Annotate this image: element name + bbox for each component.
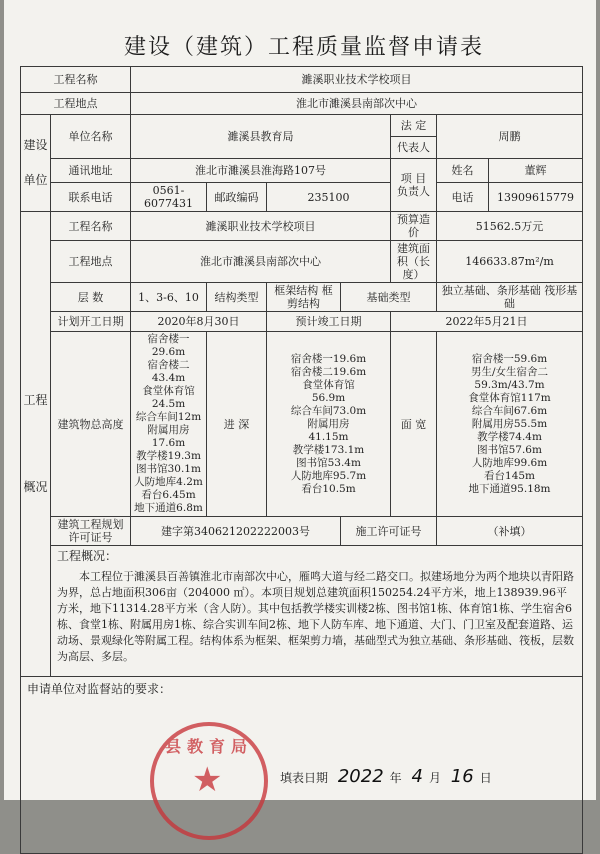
depths-list [269,353,388,496]
depth-entry: 图书馆53.4m [296,456,361,469]
overview-text: 本工程位于濉溪县百善镇淮北市南部次中心，雁鸣大道与经二路交口。拟建场地分为两个地块以青阳路为界，总占地面积306亩（204000 ㎡）。本项目规划总建筑面积150254.24平方米，地上138939.96平方米，地下11314.28平方米（含人防）。其中包括教学楼实训楼2栋、图书馆1栋、体育馆1栋、学生宿舍6栋、食堂1栋、附属用房1栋、综合实训车间2栋、地下人防车库、地下通道、大门、门卫室及配套道路、运动场、景观绿化等附属工程。结构体系为框架、框架剪力墙，基础型式为独立基础、条形基础、筏板，层数为高层、多层。 [57,570,574,663]
postcode-value: 235100 [267,183,391,212]
end-date-label: 预计竣工日期 [267,312,391,332]
manager-label [391,159,437,212]
postcode-label: 邮政编码 [207,183,267,212]
height-label: 建筑物总高度 [51,332,131,517]
depth-entry: 宿舍楼二19.6m [290,365,367,378]
depth-entry: 宿舍楼一19.6m [290,352,367,365]
width-entry: 综合车间67.6m [471,404,548,417]
budget-label: 预算造价 [391,212,437,241]
seal-star-icon: ★ [192,760,223,800]
end-date-value: 2022年5月21日 [391,312,583,332]
height-entry: 图书馆30.1m [136,463,201,475]
date-month-suffix: 月 [428,771,441,785]
proj-name-label: 工程名称 [51,212,131,241]
unit-name-value: 濉溪县教育局 [131,115,391,159]
height-entry: 食堂体育馆 [142,385,195,397]
mobile-value: 13909615779 [489,183,583,212]
width-entry: 男生/女生宿舍二 [471,365,549,378]
depth-entry: 人防地库95.7m [290,469,367,482]
project-section-label [21,212,51,677]
height-entry: 教学楼19.3m [136,450,201,462]
unit-name-label: 单位名称 [51,115,131,159]
depth-entry: 看台10.5m [301,482,356,495]
manager-name-value: 董辉 [489,159,583,183]
width-label: 面 宽 [391,332,437,517]
proj-name-value: 濉溪职业技术学校项目 [131,212,391,241]
legal-rep-label-2: 代表人 [391,137,437,159]
area-value: 146633.87m²/m [437,241,583,283]
seal-text: 县教育局 [164,737,253,756]
fill-date [280,766,492,787]
request-cell [21,677,583,854]
project-label-line2: 概况 [23,480,48,494]
height-entry: 综合车间12m [135,411,202,423]
date-year-suffix: 年 [389,771,402,785]
date-day-suffix: 日 [479,771,492,785]
height-entry: 看台6.45m [141,489,196,501]
legal-rep-value: 周鹏 [437,115,583,159]
start-date-label: 计划开工日期 [51,312,131,332]
depth-entry: 附属用房 [307,417,350,430]
project-label-line1: 工程 [23,393,48,407]
builder-label-line2: 单位 [23,173,48,187]
supervision-application-form [20,66,583,854]
floors-value: 1、3-6、10 [131,283,207,312]
height-entry: 附属用房17.6m [147,424,190,449]
address-value: 淮北市濉溪县淮海路107号 [131,159,391,183]
manager-label-line2: 负责人 [397,185,430,198]
manager-name-label: 姓名 [437,159,489,183]
plan-permit-value: 建字第340621202222003号 [131,517,341,546]
request-label: 申请单位对监督站的要求： [27,682,172,696]
depth-entry: 41.15m [308,430,349,443]
width-entry: 地下通道95.18m [468,482,551,495]
depths-cell [267,332,391,517]
date-month: 4 [411,766,423,787]
official-seal [150,722,268,840]
heights-cell [131,332,207,517]
manager-label-line1: 项 目 [400,172,427,185]
width-entry: 59.3m/43.7m [474,378,545,391]
project-name-value: 濉溪职业技术学校项目 [131,67,583,93]
height-entry: 宿舍楼一29.6m [147,333,190,358]
start-date-value: 2020年8月30日 [131,312,267,332]
proj-location-label: 工程地点 [51,241,131,283]
foundation-value: 独立基础、条形基础 筏形基础 [437,283,583,312]
project-location-value: 淮北市濉溪县南部次中心 [131,93,583,115]
date-label: 填表日期 [280,771,329,785]
height-entry: 24.5m [151,398,186,410]
construction-permit-label: 施工许可证号 [341,517,437,546]
builder-label-line1: 建设 [23,138,48,152]
width-entry: 宿舍楼一59.6m [471,352,548,365]
width-entry: 附属用房55.5m [471,417,548,430]
budget-value: 51562.5万元 [437,212,583,241]
overview-cell [51,546,583,677]
address-label: 通讯地址 [51,159,131,183]
phone-value: 0561-6077431 [131,183,207,212]
width-entry: 看台145m [484,469,536,482]
legal-rep-label-1: 法 定 [391,115,437,137]
construction-permit-value: （补填） [437,517,583,546]
depth-label: 进 深 [207,332,267,517]
width-entry: 图书馆57.6m [477,443,542,456]
width-entry: 人防地库99.6m [471,456,548,469]
project-location-label: 工程地点 [21,93,131,115]
widths-list [439,353,580,496]
proj-location-value: 淮北市濉溪县南部次中心 [131,241,391,283]
foundation-label: 基础类型 [341,283,437,312]
depth-entry: 教学楼173.1m [292,443,365,456]
depth-entry: 食堂体育馆 [302,378,355,391]
height-entry: 人防地库4.2m [134,476,203,488]
phone-label: 联系电话 [51,183,131,212]
width-entry: 食堂体育馆117m [468,391,551,404]
mobile-label: 电话 [437,183,489,212]
height-entry: 宿舍楼二43.4m [147,359,190,384]
widths-cell [437,332,583,517]
overview-label: 工程概况： [57,549,118,563]
heights-list [133,333,204,515]
structure-value: 框架结构 框剪结构 [267,283,341,312]
area-label: 建筑面积（长度） [391,241,437,283]
structure-label: 结构类型 [207,283,267,312]
depth-entry: 综合车间73.0m [290,404,367,417]
form-title: 建设（建筑）工程质量监督申请表 [123,35,484,60]
width-entry: 教学楼74.4m [477,430,542,443]
height-entry: 地下通道6.8m [134,502,203,514]
date-year: 2022 [337,766,384,787]
depth-entry: 56.9m [311,391,346,404]
plan-permit-label: 建筑工程规划许可证号 [51,517,131,546]
builder-section-label [21,115,51,212]
project-name-label: 工程名称 [21,67,131,93]
date-day: 16 [450,766,474,787]
floors-label: 层 数 [51,283,131,312]
